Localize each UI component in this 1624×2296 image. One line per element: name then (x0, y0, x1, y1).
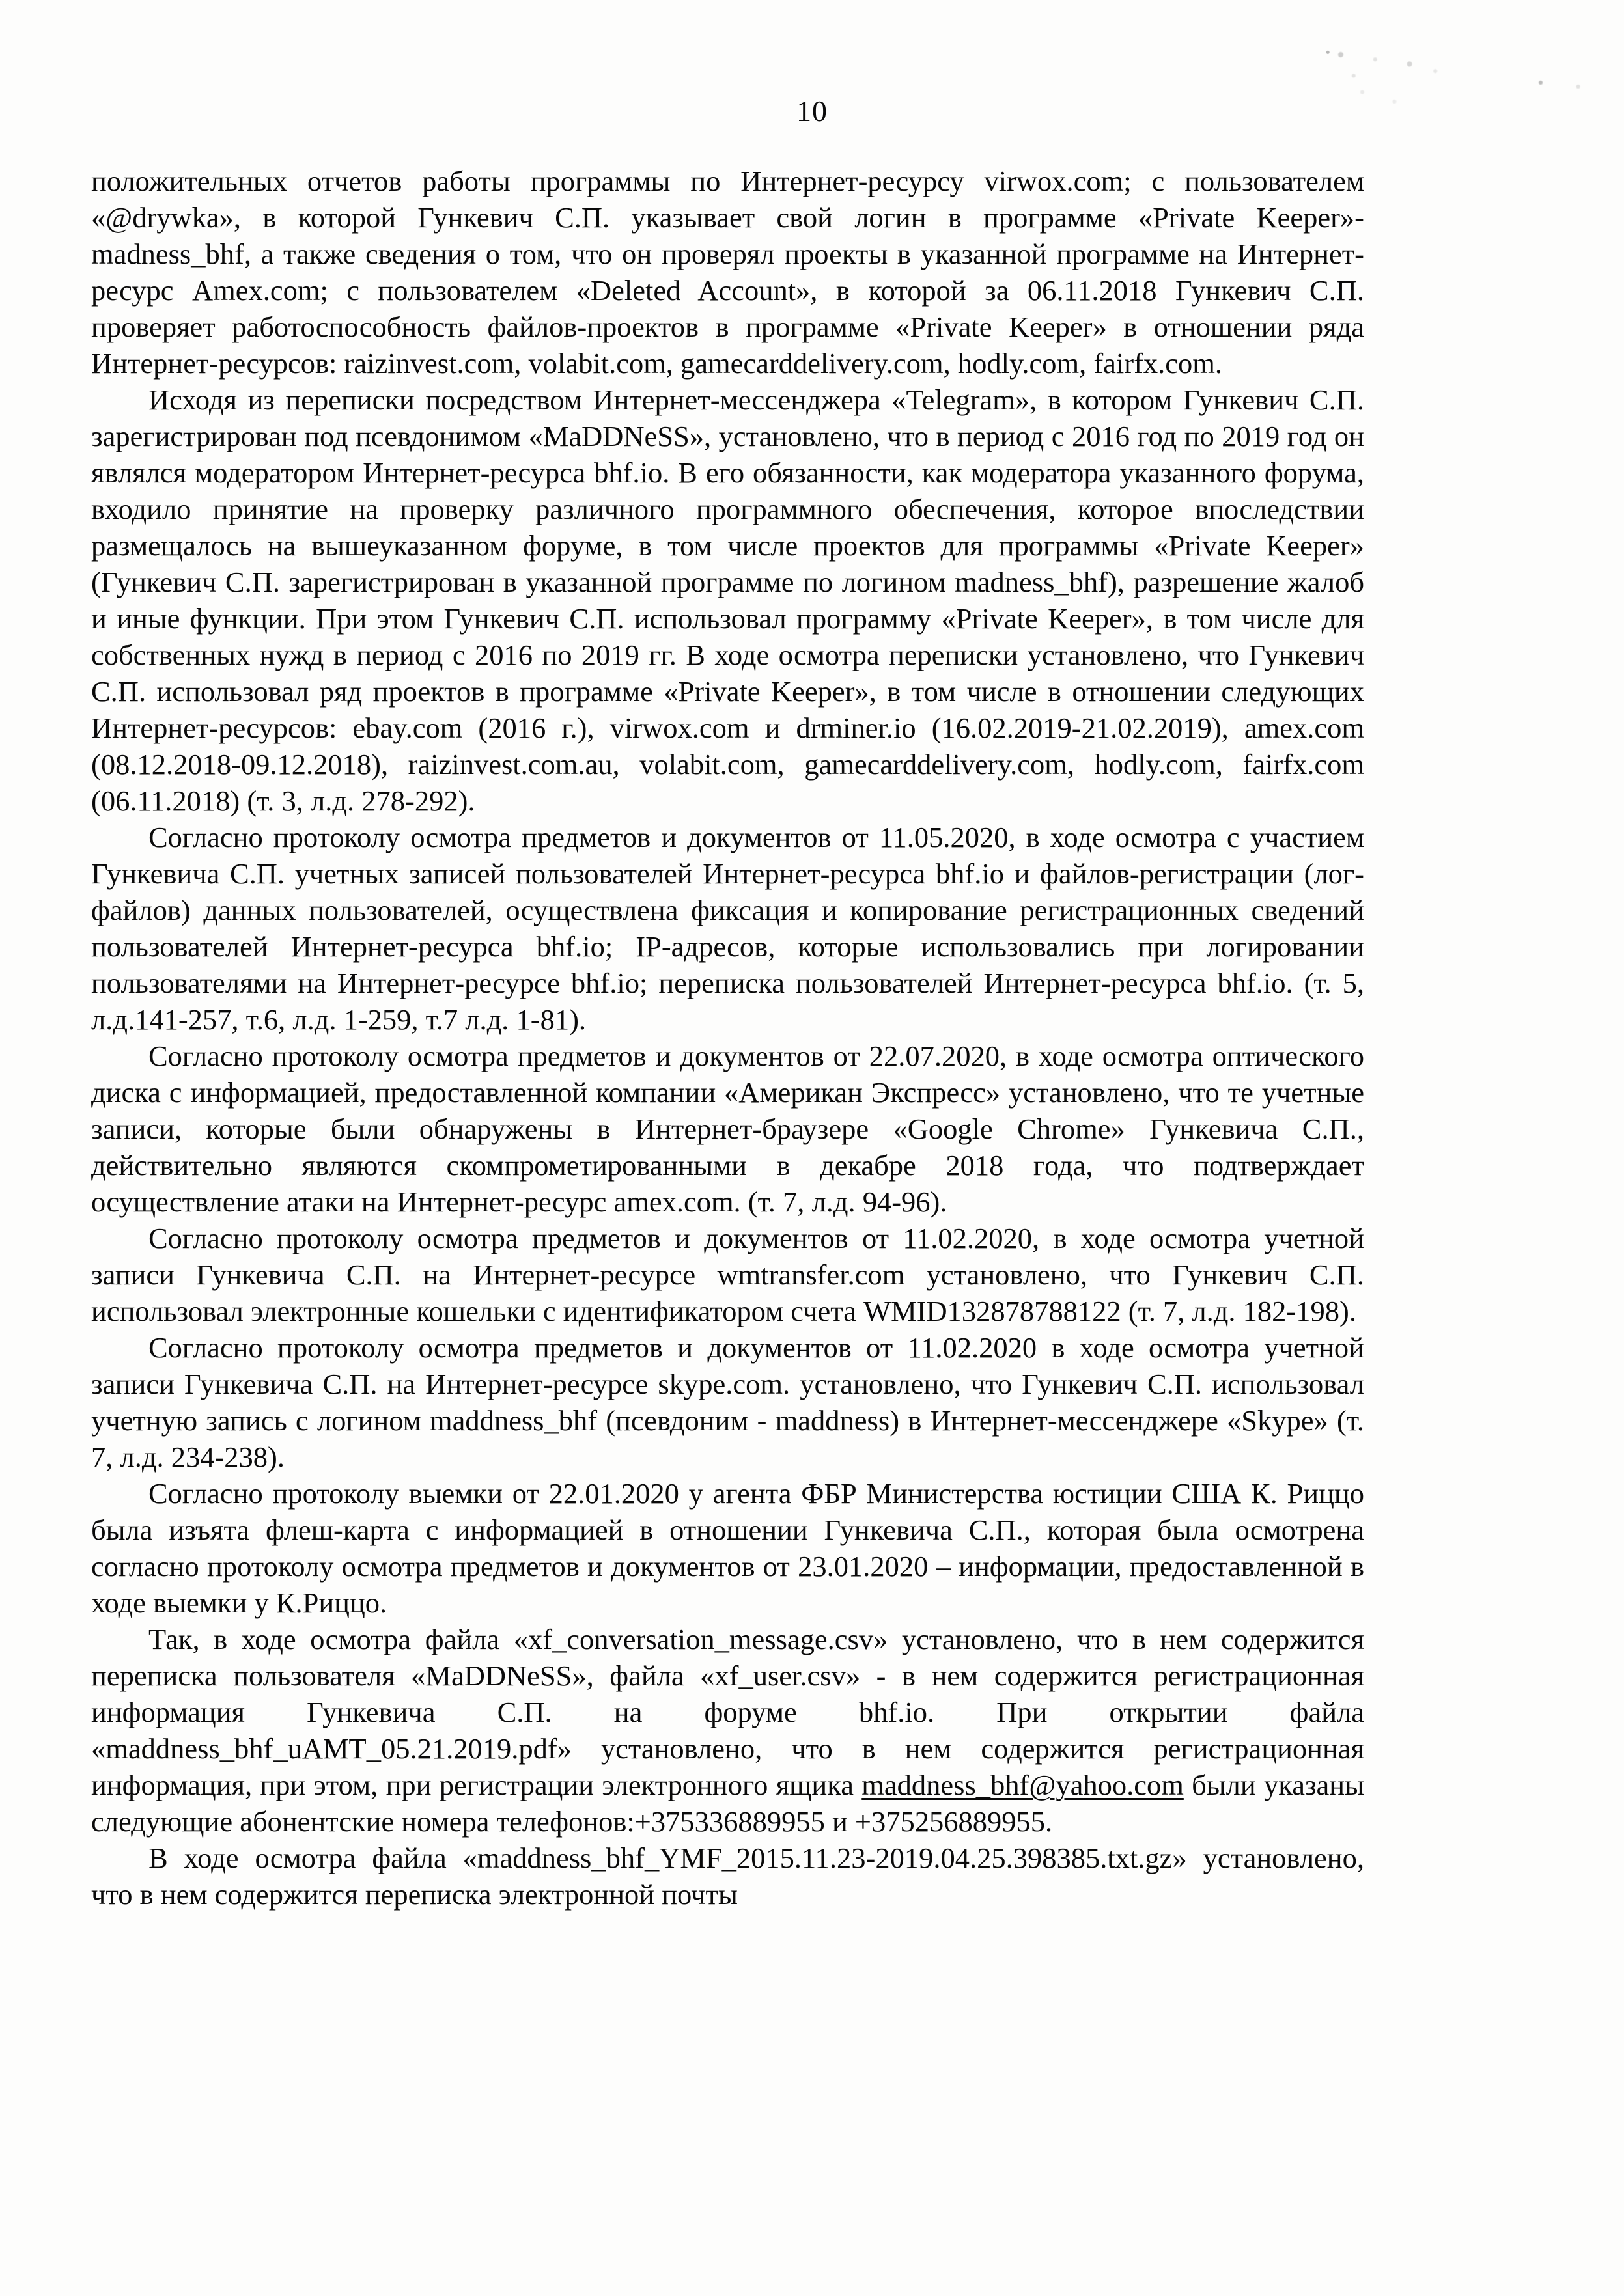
paragraph-9: В ходе осмотра файла «maddness_bhf_YMF_2015.11.23-2019.04.25.398385.txt.gz» установлено, что в нем содержится переписка электронной почты (91, 1842, 1364, 1911)
page-number: 10 (796, 94, 828, 128)
paragraph-3: Согласно протоколу осмотра предметов и документов от 11.05.2020, в ходе осмотра с участием Гункевича С.П. учетных записей пользователей Интернет-ресурса bhf.io и файлов-регистрации (лог-файлов) данных пользователей, осуществлена фиксация и копирование регистрационных сведений пользователей Интернет-ресурса bhf.io; IP-адресов, которые использовались при логировании пользователями на Интернет-ресурсе bhf.io; переписка пользователей Интернет-ресурса bhf.io. (т. 5, л.д.141-257, т.6, л.д. 1-259, т.7 л.д. 1-81). (91, 821, 1364, 1036)
paragraph-7: Согласно протоколу выемки от 22.01.2020 у агента ФБР Министерства юстиции США К. Риццо была изъята флеш-карта с информацией в отношении Гункевича С.П., которая была осмотрена согласно протоколу осмотра предметов и документов от 23.01.2020 – информации, предоставленной в ходе выемки у К.Риццо. (91, 1477, 1364, 1619)
email-link-maddness-bhf[interactable]: maddness_bhf@yahoo.com (861, 1769, 1184, 1801)
paragraph-8 (91, 1621, 1364, 1840)
paragraph-8-part-2: были указаны следующие абонентские номера телефонов:+375336889955 и +375256889955. (91, 1769, 1364, 1838)
paragraph-5: Согласно протоколу осмотра предметов и документов от 11.02.2020, в ходе осмотра учетной записи Гункевича С.П. на Интернет-ресурсе wmtransfer.com установлено, что Гункевич С.П. использовал электронные кошельки с идентификатором счета WMID132878788122 (т. 7, л.д. 182-198). (91, 1222, 1364, 1327)
paragraph-4: Согласно протоколу осмотра предметов и документов от 22.07.2020, в ходе осмотра оптического диска с информацией, предоставленной компании «Американ Экспресс» установлено, что те учетные записи, которые были обнаружены в Интернет-браузере «Google Chrome» Гункевича С.П., действительно являются скомпрометированными в декабре 2018 года, что подтверждает осуществление атаки на Интернет-ресурс amex.com. (т. 7, л.д. 94-96). (91, 1040, 1364, 1218)
document-body (91, 163, 1364, 1913)
paragraph-1: положительных отчетов работы программы по Интернет-ресурсу virwox.com; с пользователем «@drywka», в которой Гункевич С.П. указывает свой логин в программе «Private Keeper»- madness_bhf, а также сведения о том, что он проверял проекты в указанной программе на Интернет-ресурс Amex.com; с пользователем «Deleted Account», в которой за 06.11.2018 Гункевич С.П. проверяет работоспособность файлов-проектов в программе «Private Keeper» в отношении ряда Интернет-ресурсов: raizinvest.com, volabit.com, gamecarddelivery.com, hodly.com, fairfx.com. (91, 165, 1364, 380)
paragraph-8-part-1: Так, в ходе осмотра файла «xf_conversation_message.csv» установлено, что в нем содержится переписка пользователя «MaDDNeSS», файла «xf_user.csv» - в нем содержится регистрационная информация Гункевича С.П. на форуме bhf.io. При открытии файла «maddness_bhf_uAMT_05.21.2019.pdf» установлено, что в нем содержится регистрационная информация, при этом, при регистрации электронного ящика (91, 1623, 1364, 1801)
paragraph-6: Согласно протоколу осмотра предметов и документов от 11.02.2020 в ходе осмотра учетной записи Гункевича С.П. на Интернет-ресурсе skype.com. установлено, что Гункевич С.П. использовал учетную запись с логином maddness_bhf (псевдоним - maddness) в Интернет-мессенджере «Skype» (т. 7, л.д. 234-238). (91, 1331, 1364, 1473)
paragraph-2: Исходя из переписки посредством Интернет-мессенджера «Telegram», в котором Гункевич С.П. зарегистрирован под псевдонимом «MaDDNeSS», установлено, что в период с 2016 год по 2019 год он являлся модератором Интернет-ресурса bhf.io. В его обязанности, как модератора указанного форума, входило принятие на проверку различного программного обеспечения, которое впоследствии размещалось на вышеуказанном форуме, в том числе проектов для программы «Private Keeper» (Гункевич С.П. зарегистрирован в указанной программе по логином madness_bhf), разрешение жалоб и иные функции. При этом Гункевич С.П. использовал программу «Private Keeper», в том числе для собственных нужд в период с 2016 по 2019 гг. В ходе осмотра переписки установлено, что Гункевич С.П. использовал ряд проектов в программе «Private Keeper», в том числе в отношении следующих Интернет-ресурсов: ebay.com (2016 г.), virwox.com и drminer.io (16.02.2019-21.02.2019), amex.com (08.12.2018-09.12.2018), raizinvest.com.au, volabit.com, gamecarddelivery.com, hodly.com, fairfx.com (06.11.2018) (т. 3, л.д. 278-292). (91, 383, 1364, 817)
